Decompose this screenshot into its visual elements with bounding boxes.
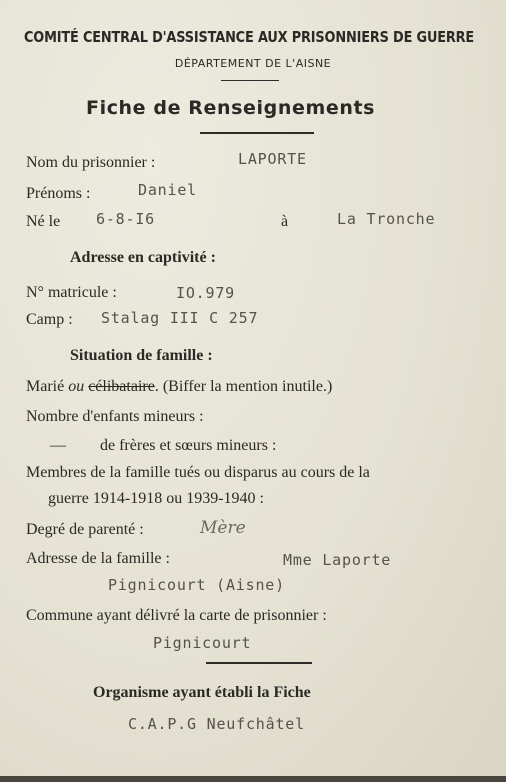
- title-divider: [200, 132, 314, 134]
- footer-divider: [206, 662, 312, 664]
- captivity-heading: Adresse en captivité :: [70, 249, 216, 266]
- camp-value: Stalag III C 257: [101, 309, 259, 327]
- bottom-edge: [0, 776, 506, 782]
- matricule-label: N° matricule :: [26, 284, 117, 301]
- organization-value: C.A.P.G Neufchâtel: [128, 715, 305, 733]
- birth-date-label: Né le: [26, 213, 61, 230]
- organization-heading: Organisme ayant établi la Fiche: [93, 684, 311, 701]
- children-label: Nombre d'enfants mineurs :: [26, 408, 204, 425]
- birth-date-value: 6-8-I6: [96, 210, 155, 228]
- first-names-value: Daniel: [138, 181, 197, 199]
- matricule-value: IO.979: [176, 284, 235, 302]
- first-names-label: Prénoms :: [26, 185, 91, 202]
- header-divider: [221, 80, 279, 81]
- family-heading: Situation de famille :: [70, 347, 213, 364]
- department-name: DÉPARTEMENT DE L'AISNE: [174, 57, 332, 70]
- or-word: ou: [68, 378, 85, 395]
- degree-label: Degré de parenté :: [26, 521, 144, 538]
- organization-name: COMITÉ CENTRAL D'ASSISTANCE AUX PRISONNIERS DE GUERRE: [24, 28, 475, 46]
- card-title: Fiche de Renseignements: [86, 97, 376, 119]
- prisoner-name-value: LAPORTE: [238, 150, 307, 168]
- prisoner-name-label: Nom du prisonnier :: [26, 154, 156, 171]
- single-word: célibataire: [88, 378, 155, 395]
- commune-label: Commune ayant délivré la carte de prisonnier :: [26, 607, 327, 624]
- commune-value: Pignicourt: [153, 634, 252, 652]
- family-address-line2: Pignicourt (Aisne): [108, 576, 285, 594]
- siblings-dash: —: [50, 437, 66, 454]
- birth-place-label: à: [281, 213, 289, 230]
- birth-place-value: La Tronche: [337, 210, 436, 228]
- members-label-line2: guerre 1914-1918 ou 1939-1940 :: [48, 490, 264, 507]
- members-label-line1: Membres de la famille tués ou disparus au cours de la: [26, 464, 370, 481]
- family-address-label: Adresse de la famille :: [26, 550, 170, 567]
- family-address-line1: Mme Laporte: [283, 551, 392, 569]
- married-word: Marié: [26, 378, 65, 395]
- camp-label: Camp :: [26, 311, 73, 328]
- marital-note: . (Biffer la mention inutile.): [154, 378, 333, 395]
- siblings-label: de frères et sœurs mineurs :: [100, 437, 277, 454]
- degree-value: Mère: [200, 518, 246, 538]
- marital-status-line: [26, 378, 332, 396]
